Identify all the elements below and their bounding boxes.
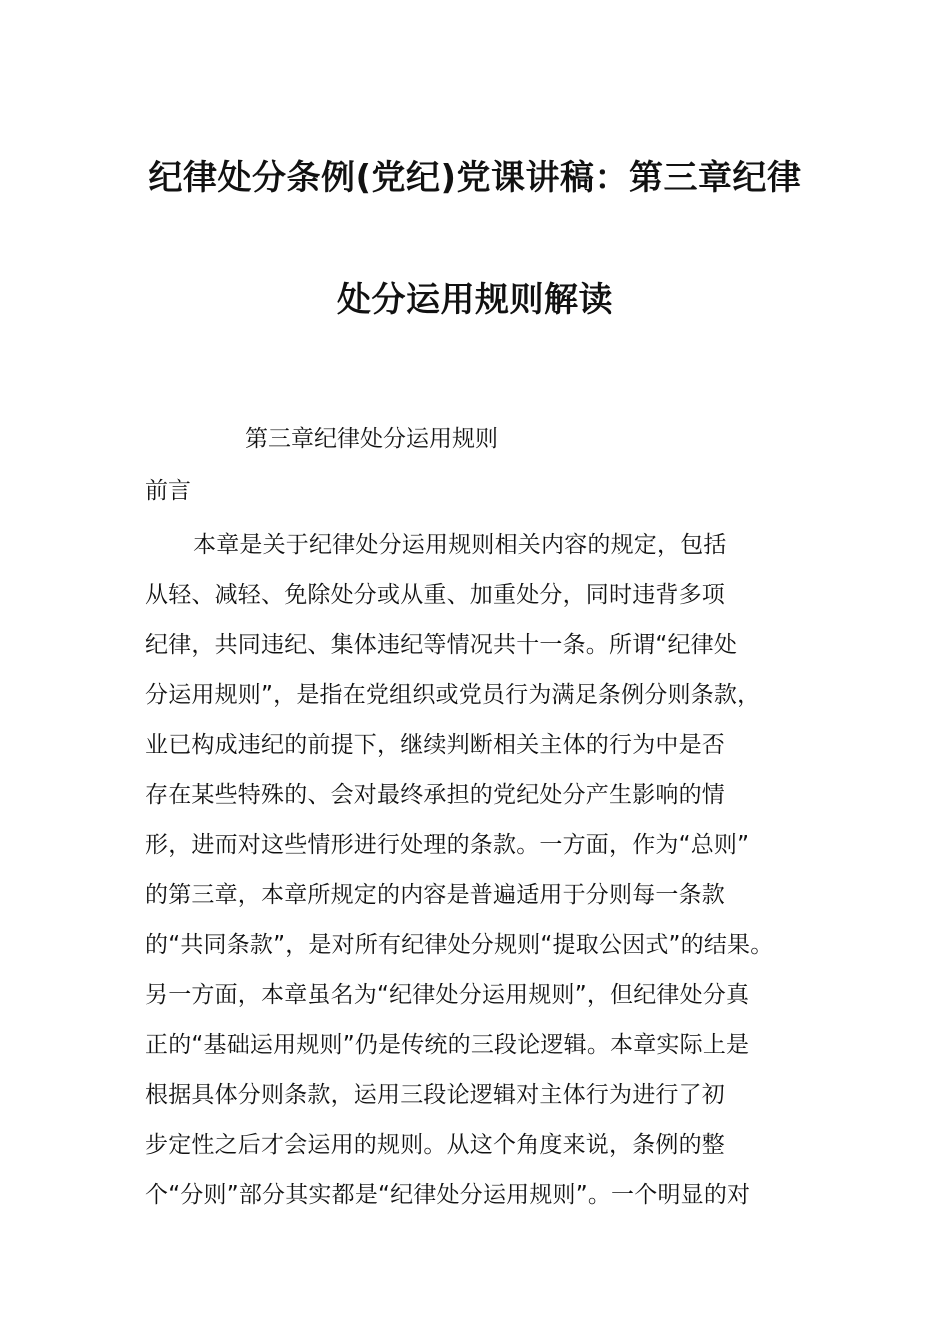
document-title-line-2: 处分运用规则解读 xyxy=(337,280,613,320)
body-line: 的“共同条款”，是对所有纪律处分规则“提取公因式”的结果。 xyxy=(145,932,774,958)
preface-label: 前言 xyxy=(145,478,191,504)
body-line: 正的“基础运用规则”仍是传统的三段论逻辑。本章实际上是 xyxy=(145,1032,750,1058)
body-line: 业已构成违纪的前提下，继续判断相关主体的行为中是否 xyxy=(145,732,725,758)
body-line: 根据具体分则条款，运用三段论逻辑对主体行为进行了初 xyxy=(145,1082,725,1108)
body-line: 存在某些特殊的、会对最终承担的党纪处分产生影响的情 xyxy=(145,782,725,808)
body-line: 个“分则”部分其实都是“纪律处分运用规则”。一个明显的对 xyxy=(145,1182,751,1208)
body-line: 纪律，共同违纪、集体违纪等情况共十一条。所谓“纪律处 xyxy=(145,632,738,658)
body-paragraph xyxy=(145,520,825,1220)
body-line: 步定性之后才会运用的规则。从这个角度来说，条例的整 xyxy=(145,1132,725,1158)
body-line: 形，进而对这些情形进行处理的条款。一方面，作为“总则” xyxy=(145,832,750,858)
body-line: 本章是关于纪律处分运用规则相关内容的规定，包括 xyxy=(193,532,727,558)
body-line: 的第三章，本章所规定的内容是普遍适用于分则每一条款 xyxy=(145,882,725,908)
body-line: 分运用规则”，是指在党组织或党员行为满足条例分则条款， xyxy=(145,682,761,708)
body-line: 另一方面，本章虽名为“纪律处分运用规则”，但纪律处分真 xyxy=(145,982,750,1008)
document-title-line-1: 纪律处分条例(党纪)党课讲稿：第三章纪律 xyxy=(148,158,802,198)
body-line: 从轻、减轻、免除处分或从重、加重处分，同时违背多项 xyxy=(145,582,725,608)
chapter-heading: 第三章纪律处分运用规则 xyxy=(245,426,498,452)
